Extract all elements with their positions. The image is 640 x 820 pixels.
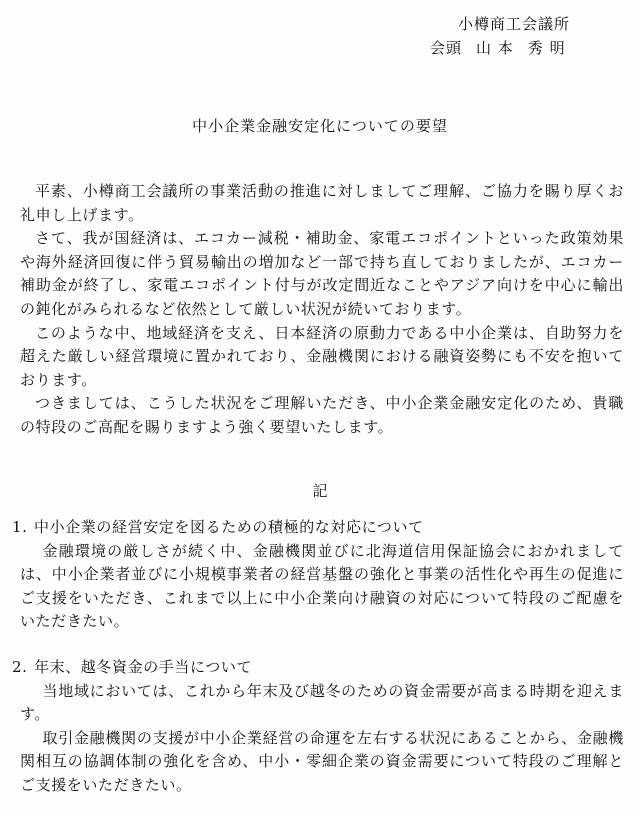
body-paragraph: このような中、地域経済を支え、日本経済の原動力である中小企業は、自助努力を超えた厳しい経営環境に置かれており、金融機関における融資姿勢にも不安を抱いております。: [20, 323, 624, 389]
body-paragraph: 平素、小樽商工会議所の事業活動の推進に対しましてご理解、ご協力を賜り厚くお礼申し上げます。: [20, 182, 624, 224]
sender-person: [414, 36, 614, 60]
document-title: 中小企業金融安定化についての要望: [192, 117, 448, 135]
item-body: [12, 540, 624, 634]
ki-heading: 記: [312, 482, 328, 500]
body-paragraph: つきましては、こうした状況をご理解いただき、中小企業金融安定化のため、貴職の特段のご高配を賜りますよう強く要望いたします。: [20, 394, 624, 436]
item-body: [12, 680, 624, 798]
body-paragraph: さて、我が国経済は、エコカー減税・補助金、家電エコポイントといった政策効果や海外経済回復に伴う貿易輸出の増加など一部で持ち直しておりましたが、エコカー補助金が終了し、家電エコポイント付与が改定間近なことやアジア向けを中心に輸出の鈍化がみられるなど依然として厳しい状況が続いております。: [20, 229, 624, 318]
sender-name-given: 秀 明: [527, 39, 566, 57]
sender-position: 会頭: [430, 39, 463, 57]
item-heading: [12, 516, 624, 540]
item-heading-text: 年末、越冬資金の手当について: [34, 657, 253, 676]
sender-block: [414, 12, 614, 60]
request-item: [12, 516, 624, 634]
request-items: [12, 516, 624, 820]
item-number: 1.: [12, 518, 28, 536]
item-paragraph: 金融環境の厳しさが続く中、金融機関並びに北海道信用保証協会におかれましては、中小企業者並びに小規模事業者の経営基盤の強化と事業の活性化や再生の促進にご支援をいただき、これまで以上に中小企業向け融資の対応について特段のご配慮をいただきたい。: [20, 541, 624, 631]
sender-organization: 小樽商工会議所: [458, 15, 571, 33]
item-number: 2.: [12, 657, 28, 676]
sender-name-family: 山 本: [476, 39, 514, 57]
request-item: [12, 656, 624, 798]
item-heading-text: 中小企業の経営安定を図るための積極的な対応について: [34, 518, 424, 536]
item-heading: [12, 656, 624, 680]
item-paragraph: 取引金融機関の支援が中小企業経営の命運を左右する状況にあることから、金融機関相互の協調体制の強化を含め、中小・零細企業の資金需要について特段のご理解とご支援をいただきたい。: [20, 728, 624, 794]
item-paragraph: 当地域においては、これから年末及び越冬のための資金需要が高まる時期を迎えます。: [20, 681, 624, 724]
document-body: [20, 180, 624, 440]
